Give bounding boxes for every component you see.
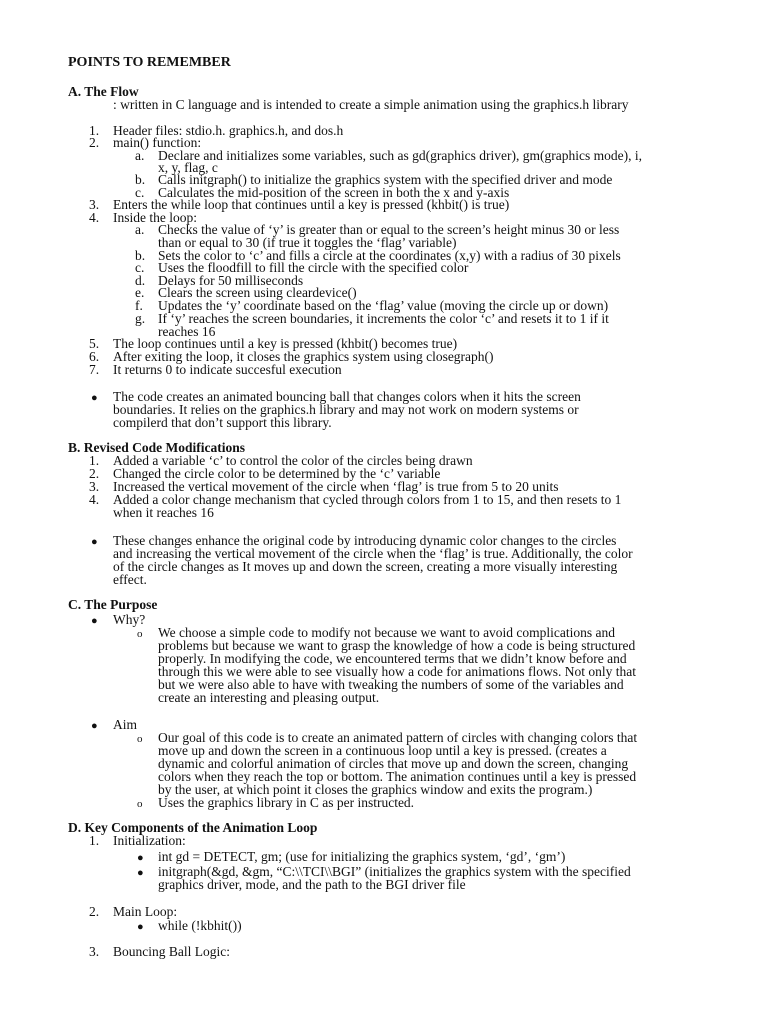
sublist-item: If ‘y’ reaches the screen boundaries, it increments the color ‘c’ and resets it to 1 if it: [158, 311, 609, 326]
section-a-intro: : written in C language and is intended to create a simple animation using the graphics.h library: [113, 97, 629, 112]
paragraph-line: but we were also able to have with tweaking the numbers of some of the variables and: [158, 677, 624, 692]
section-d-heading: D. Key Components of the Animation Loop: [68, 820, 318, 835]
paragraph-line: These changes enhance the original code by introducing dynamic color changes to the circles: [113, 533, 617, 548]
list-number: 1.: [89, 123, 100, 138]
sublist-letter: d.: [135, 273, 146, 288]
sublist-letter: a.: [135, 222, 145, 237]
sublist-item: Sets the color to ‘c’ and fills a circle at the coordinates (x,y) with a radius of 30 pixels: [158, 248, 621, 263]
circle-bullet-icon: o: [137, 628, 143, 640]
sublist-item: reaches 16: [158, 324, 216, 339]
list-item: Added a color change mechanism that cycled through colors from 1 to 15, and then resets to 1: [113, 492, 622, 507]
list-number: 1.: [89, 453, 100, 468]
paragraph-line: dynamic and colorful animation of circles that move up and down the screen, changing: [158, 756, 629, 771]
sublist-item: than or equal to 30 (if true it toggles the ‘flag’ variable): [158, 235, 457, 250]
list-item: It returns 0 to indicate succesful execution: [113, 362, 342, 377]
circle-bullet-icon: o: [137, 798, 143, 810]
paragraph-line: of the circle changes as It moves up and down the screen, creating a more visually interesting: [113, 559, 618, 574]
sublist-letter: b.: [135, 172, 146, 187]
paragraph-line: properly. In modifying the code, we encountered terms that we didn’t know before and: [158, 651, 627, 666]
list-item: The loop continues until a key is pressed (khbit() becomes true): [113, 336, 458, 351]
sublist-item: Calls initgraph() to initialize the graphics system with the specified driver and mode: [158, 172, 613, 187]
list-number: 2.: [89, 135, 100, 150]
code-line: int gd = DETECT, gm; (use for initializing the graphics system, ‘gd’, ‘gm’): [158, 849, 566, 864]
list-item: Enters the while loop that continues until a key is pressed (khbit() is true): [113, 197, 510, 212]
sublist-item: Calculates the mid-position of the screen in both the x and y-axis: [158, 185, 510, 200]
list-item: Bouncing Ball Logic:: [113, 944, 230, 959]
sublist-item: Checks the value of ‘y’ is greater than or equal to the screen’s height minus 30 or less: [158, 222, 620, 237]
code-line: initgraph(&gd, &gm, “C:\\TCI\\BGI” (initializes the graphics system with the specified: [158, 864, 631, 879]
section-b-heading: B. Revised Code Modifications: [68, 440, 245, 455]
paragraph-line: The code creates an animated bouncing ball that changes colors when it hits the screen: [113, 389, 581, 404]
bullet-icon: ●: [137, 921, 144, 933]
paragraph-line: and increasing the vertical movement of the circle when the ‘flag’ is true. Additionally, the color: [113, 546, 633, 561]
sublist-letter: c.: [135, 260, 145, 275]
paragraph-line: through this we were able to see visually how a code for animations flows. Not only that: [158, 664, 637, 679]
bullet-icon: ●: [91, 615, 98, 627]
sublist-item: Uses the floodfill to fill the circle with the specified color: [158, 260, 469, 275]
list-item: Initialization:: [113, 833, 186, 848]
paragraph-line: Uses the graphics library in C as per instructed.: [158, 795, 415, 810]
sublist-letter: b.: [135, 248, 146, 263]
code-line: graphics driver, mode, and the path to the BGI driver file: [158, 877, 466, 892]
paragraph-line: problems but because we want to grasp the knowledge of how a code is being structured: [158, 638, 636, 653]
list-number: 3.: [89, 479, 100, 494]
page-title: POINTS TO REMEMBER: [68, 55, 231, 70]
list-number: 5.: [89, 336, 100, 351]
sublist-letter: g.: [135, 311, 146, 326]
paragraph-line: compilerd that don’t support this library.: [113, 415, 332, 430]
bullet-icon: ●: [91, 720, 98, 732]
paragraph-line: We choose a simple code to modify not because we want to avoid complications and: [158, 625, 616, 640]
circle-bullet-icon: o: [137, 733, 143, 745]
list-item: Increased the vertical movement of the circle when ‘flag’ is true from 5 to 20 units: [113, 479, 559, 494]
list-item: Added a variable ‘c’ to control the color of the circles being drawn: [113, 453, 473, 468]
sublist-item: x, y, flag, c: [158, 160, 218, 175]
sublist-letter: e.: [135, 285, 145, 300]
list-number: 1.: [89, 833, 100, 848]
bullet-icon: ●: [91, 536, 98, 548]
section-c-heading: C. The Purpose: [68, 597, 158, 612]
list-item: After exiting the loop, it closes the graphics system using closegraph(): [113, 349, 494, 364]
paragraph-line: create an interesting and pleasing output.: [158, 690, 380, 705]
sublist-item: Delays for 50 milliseconds: [158, 273, 304, 288]
list-item: main() function:: [113, 135, 202, 150]
list-item: when it reaches 16: [113, 505, 214, 520]
paragraph-line: effect.: [113, 572, 147, 587]
sublist-letter: a.: [135, 148, 145, 163]
paragraph-line: by the user, at which point it closes the graphics window and exits the program.): [158, 782, 593, 797]
sublist-item: Declare and initializes some variables, such as gd(graphics driver), gm(graphics mode), i,: [158, 148, 642, 163]
sublist-item: Updates the ‘y’ coordinate based on the ‘flag’ value (moving the circle up or down): [158, 298, 609, 313]
sublist-letter: c.: [135, 185, 145, 200]
paragraph-line: colors when they reach the top or bottom. The animation continues until a key is pressed: [158, 769, 637, 784]
list-number: 2.: [89, 466, 100, 481]
aim-label: Aim: [113, 717, 138, 732]
sublist-letter: f.: [135, 298, 143, 313]
list-number: 4.: [89, 492, 100, 507]
list-number: 7.: [89, 362, 100, 377]
list-number: 3.: [89, 944, 100, 959]
list-item: Header files: stdio.h. graphics.h, and dos.h: [113, 123, 344, 138]
list-number: 6.: [89, 349, 100, 364]
paragraph-line: move up and down the screen in a continuous loop until a key is pressed. (creates a: [158, 743, 607, 758]
sublist-item: Clears the screen using cleardevice(): [158, 285, 357, 300]
list-item: Inside the loop:: [113, 210, 197, 225]
list-item: Changed the circle color to be determined by the ‘c’ variable: [113, 466, 441, 481]
paragraph-line: boundaries. It relies on the graphics.h library and may not work on modern systems or: [113, 402, 579, 417]
section-a-heading: A. The Flow: [68, 84, 139, 99]
code-line: while (!kbhit()): [158, 918, 242, 933]
bullet-icon: ●: [137, 867, 144, 879]
list-item: Main Loop:: [113, 904, 178, 919]
paragraph-line: Our goal of this code is to create an animated pattern of circles with changing colors that: [158, 730, 638, 745]
bullet-icon: ●: [91, 392, 98, 404]
bullet-icon: ●: [137, 852, 144, 864]
list-number: 3.: [89, 197, 100, 212]
list-number: 2.: [89, 904, 100, 919]
why-label: Why?: [113, 612, 146, 627]
list-number: 4.: [89, 210, 100, 225]
